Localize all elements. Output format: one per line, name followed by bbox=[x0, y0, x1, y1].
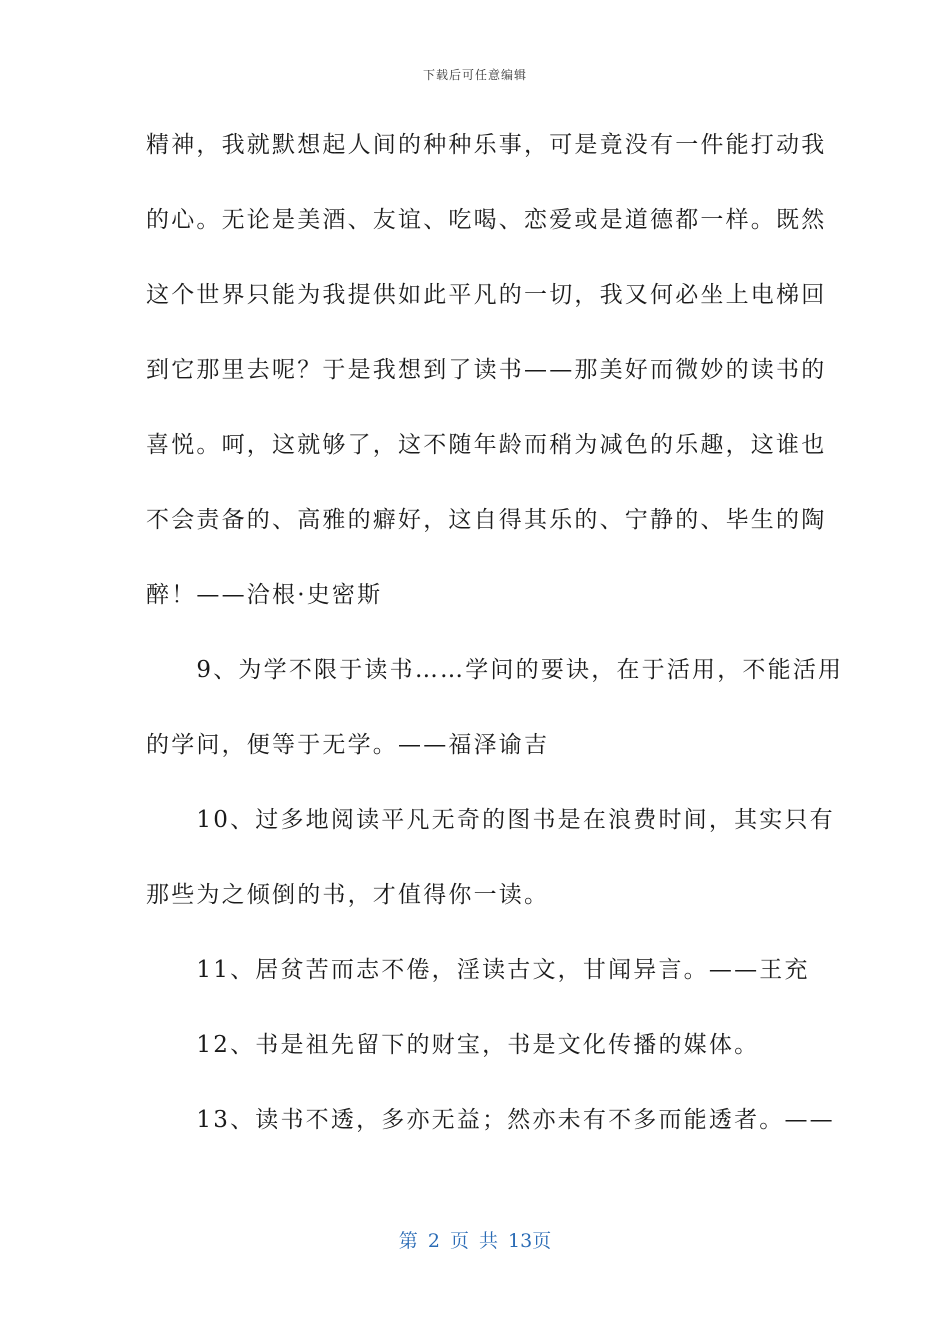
paragraph-line: 这个世界只能为我提供如此平凡的一切，我又何必坐上电梯回 bbox=[146, 282, 827, 308]
paragraph-line: 的心。无论是美酒、友谊、吃喝、恋爱或是道德都一样。既然 bbox=[146, 207, 827, 233]
page-header-note: 下载后可任意编辑 bbox=[422, 68, 527, 82]
paragraph-line: 10、过多地阅读平凡无奇的图书是在浪费时间，其实只有 bbox=[146, 807, 835, 833]
paragraph-line: 的学问，便等于无学。——福泽谕吉 bbox=[146, 732, 550, 758]
paragraph-line: 到它那里去呢？于是我想到了读书——那美好而微妙的读书的 bbox=[146, 357, 827, 383]
paragraph-line: 9、为学不限于读书……学问的要诀，在于活用，不能活用 bbox=[146, 657, 844, 683]
paragraph-line: 醉！——洽根·史密斯 bbox=[146, 582, 383, 608]
paragraph-line: 那些为之倾倒的书，才值得你一读。 bbox=[146, 882, 550, 908]
paragraph-line: 11、居贫苦而志不倦，淫读古文，甘闻异言。——王充 bbox=[146, 957, 810, 983]
paragraph-line: 12、书是祖先留下的财宝，书是文化传播的媒体。 bbox=[146, 1032, 760, 1058]
paragraph-line: 喜悦。呵，这就够了，这不随年龄而稍为减色的乐趣，这谁也 bbox=[146, 432, 827, 458]
paragraph-line: 精神，我就默想起人间的种种乐事，可是竟没有一件能打动我 bbox=[146, 132, 827, 158]
page-number-footer: 第 2 页 共 13页 bbox=[398, 1230, 552, 1252]
paragraph-line: 不会责备的、高雅的癖好，这自得其乐的、宁静的、毕生的陶 bbox=[146, 507, 827, 533]
paragraph-line: 13、读书不透，多亦无益；然亦未有不多而能透者。—— bbox=[146, 1107, 835, 1133]
